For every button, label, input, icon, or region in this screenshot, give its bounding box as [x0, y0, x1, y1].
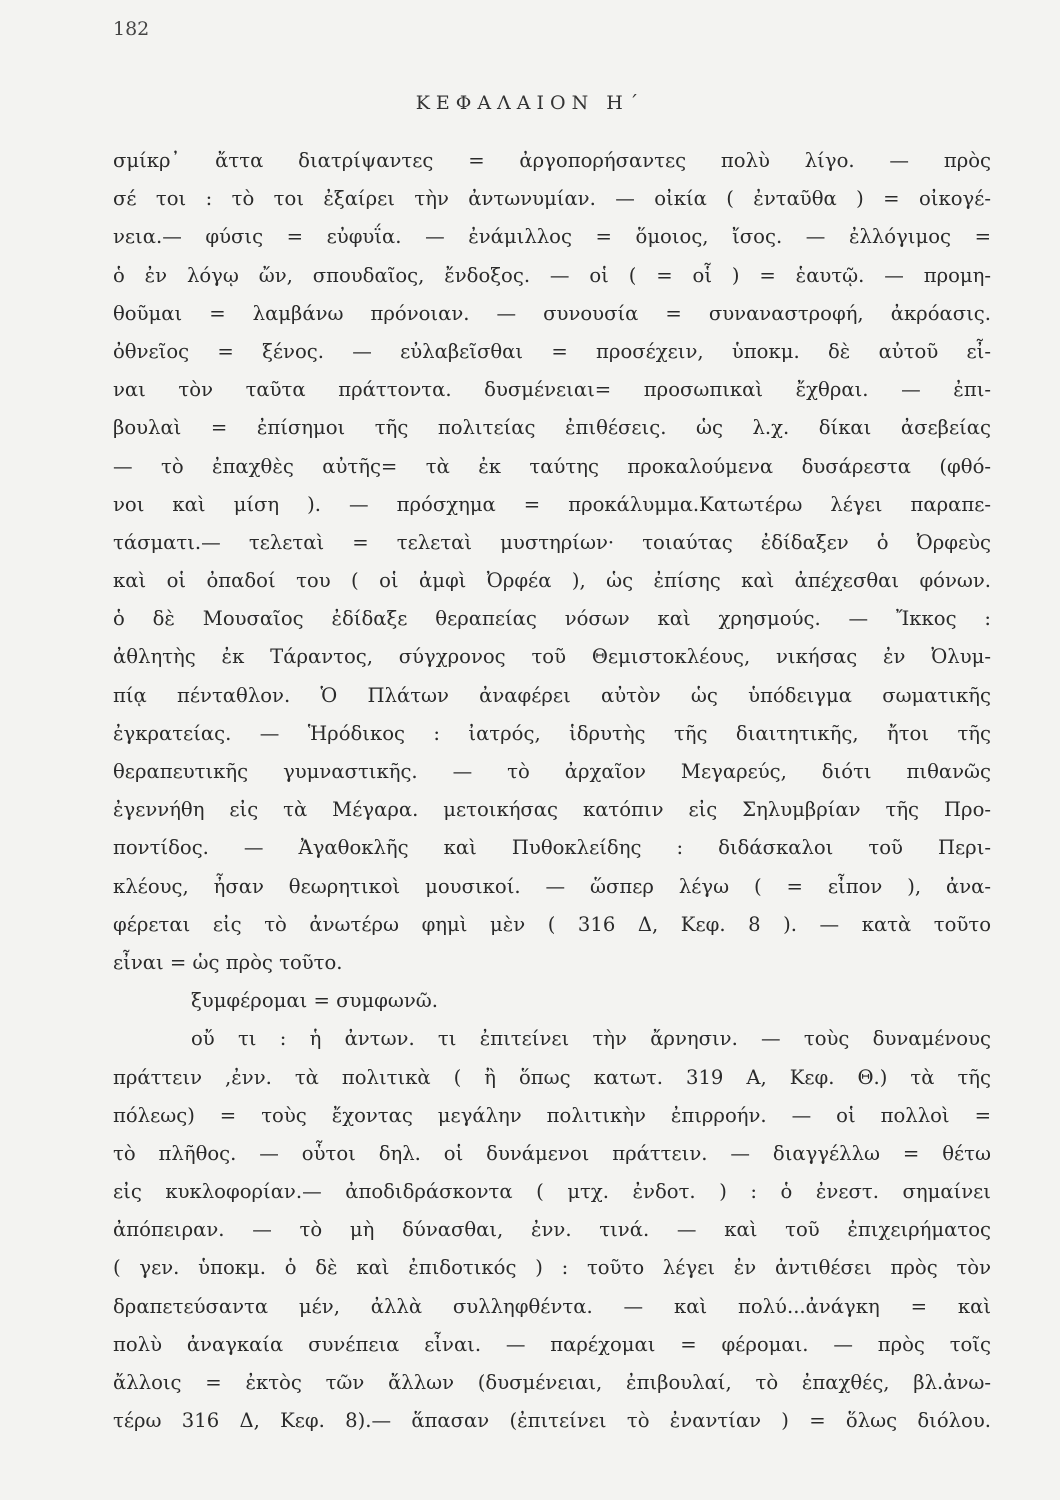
text-line: πίᾳ πένταθλον. Ὁ Πλάτων ἀναφέρει αὐτὸν ὡς ὑπόδειγμα σωματικῆς — [113, 683, 991, 707]
text-line: ἀπόπειραν. — τὸ μὴ δύνασθαι, ἐνν. τινά. — καὶ τοῦ ἐπιχειρήματος — [113, 1218, 991, 1242]
text-line: τὸ πλῆθος. — οὗτοι δηλ. οἱ δυνάμενοι πράττειν. — διαγγέλλω = θέτω — [113, 1141, 991, 1165]
text-line: ὁ δὲ Μουσαῖος ἐδίδαξε θεραπείας νόσων καὶ χρησμούς. — Ἴκκος : — [113, 607, 991, 631]
text-line: νοι καὶ μίση ). — πρόσχημα = προκάλυμμα.Κατωτέρω λέγει παραπε- — [113, 492, 991, 516]
text-line: κλέους, ἦσαν θεωρητικοὶ μουσικοί. — ὥσπερ λέγω ( = εἶπον ), ἀνα- — [113, 874, 991, 898]
text-line: φέρεται εἰς τὸ ἀνωτέρω φημὶ μὲν ( 316 Δ, Κεφ. 8 ). — κατὰ τοῦτο — [113, 912, 991, 936]
text-line: δραπετεύσαντα μέν, ἀλλὰ συλληφθέντα. — καὶ πολύ...ἀνάγκη = καὶ — [113, 1294, 991, 1318]
text-line: θοῦμαι = λαμβάνω πρόνοιαν. — συνουσία = συναναστροφή, ἀκρόασις. — [113, 301, 991, 325]
text-line: νεια.— φύσις = εὐφυΐα. — ἐνάμιλλος = ὅμοιος, ἴσος. — ἐλλόγιμος = — [113, 225, 991, 249]
text-line: τέρω 316 Δ, Κεφ. 8).— ἅπασαν (ἐπιτείνει τὸ ἐναντίαν ) = ὅλως διόλου. — [113, 1409, 991, 1433]
text-line: σέ τοι : τὸ τοι ἐξαίρει τὴν ἀντωνυμίαν. — οἰκία ( ἐνταῦθα ) = οἰκογέ- — [113, 187, 991, 211]
text-line: καὶ οἱ ὀπαδοί του ( οἱ ἀμφὶ Ὀρφέα ), ὡς ἐπίσης καὶ ἀπέχεσθαι φόνων. — [113, 569, 991, 593]
chapter-title: ΚΕΦΑΛΑΙΟΝ Η΄ — [415, 92, 645, 114]
text-line: — τὸ ἐπαχθὲς αὐτῆς= τὰ ἐκ ταύτης προκαλούμενα δυσάρεστα (φθό- — [113, 454, 991, 478]
text-line: βουλαὶ = ἐπίσημοι τῆς πολιτείας ἐπιθέσεις. ὡς λ.χ. δίκαι ἀσεβείας — [113, 416, 991, 440]
text-line: ἐγκρατείας. — Ἡρόδικος : ἰατρός, ἱδρυτὴς τῆς διαιτητικῆς, ἤτοι τῆς — [113, 721, 991, 745]
text-line: ὁ ἐν λόγῳ ὤν, σπουδαῖος, ἔνδοξος. — οἱ ( = οἷ ) = ἑαυτῷ. — προμη- — [113, 263, 991, 287]
text-line: ξυμφέρομαι = συμφωνῶ. — [191, 989, 438, 1013]
text-line: πόλεως) = τοὺς ἔχοντας μεγάλην πολιτικὴν ἐπιρροήν. — οἱ πολλοὶ = — [113, 1103, 991, 1127]
text-line: οὔ τι : ἡ ἀντων. τι ἐπιτείνει τὴν ἄρνησιν. — τοὺς δυναμένους — [191, 1027, 991, 1051]
text-line: θεραπευτικῆς γυμναστικῆς. — τὸ ἀρχαῖον Μεγαρεύς, διότι πιθανῶς — [113, 760, 991, 783]
text-line: ἀθλητὴς ἐκ Τάραντος, σύγχρονος τοῦ Θεμιστοκλέους, νικήσας ἐν Ὀλυμ- — [113, 645, 991, 669]
text-line: ναι τὸν ταῦτα πράττοντα. δυσμένειαι= προσωπικαὶ ἔχθραι. — ἐπι- — [113, 378, 991, 402]
text-line: πολὺ ἀναγκαία συνέπεια εἶναι. — παρέχομαι = φέρομαι. — πρὸς τοῖς — [113, 1332, 991, 1356]
text-line: ἐγεννήθη εἰς τὰ Μέγαρα. μετοικήσας κατόπιν εἰς Σηλυμβρίαν τῆς Προ- — [113, 798, 991, 822]
text-line: τάσματι.— τελεταὶ = τελεταὶ μυστηρίων· τοιαύτας ἐδίδαξεν ὁ Ὀρφεὺς — [113, 530, 991, 554]
text-line: ποντίδος. — Ἀγαθοκλῆς καὶ Πυθοκλείδης : διδάσκαλοι τοῦ Περι- — [113, 836, 991, 860]
text-line: ὀθνεῖος = ξένος. — εὐλαβεῖσθαι = προσέχειν, ὑποκμ. δὲ αὐτοῦ εἶ- — [113, 339, 991, 363]
text-line: εἰς κυκλοφορίαν.— ἀποδιδράσκοντα ( μτχ. ἐνδοτ. ) : ὁ ἐνεστ. σημαίνει — [113, 1180, 991, 1204]
text-line: εἶναι = ὡς πρὸς τοῦτο. — [113, 950, 343, 974]
page-number: 182 — [113, 18, 150, 40]
text-line: ἄλλοις = ἐκτὸς τῶν ἄλλων (δυσμένειαι, ἐπιβουλαί, τὸ ἐπαχθές, βλ.ἀνω- — [113, 1371, 991, 1394]
commentary-text — [113, 142, 991, 1440]
text-line: σμίκρ᾽ ἄττα διατρίψαντες = ἀργοπορήσαντες πολὺ λίγο. — πρὸς — [113, 149, 991, 172]
text-line: ( γεν. ὑποκμ. ὁ δὲ καὶ ἐπιδοτικός ) : τοῦτο λέγει ἐν ἀντιθέσει πρὸς τὸν — [113, 1256, 991, 1280]
text-line: πράττειν ,ἐνν. τὰ πολιτικὰ ( ἢ ὅπως κατωτ. 319 Α, Κεφ. Θ.) τὰ τῆς — [113, 1065, 991, 1089]
